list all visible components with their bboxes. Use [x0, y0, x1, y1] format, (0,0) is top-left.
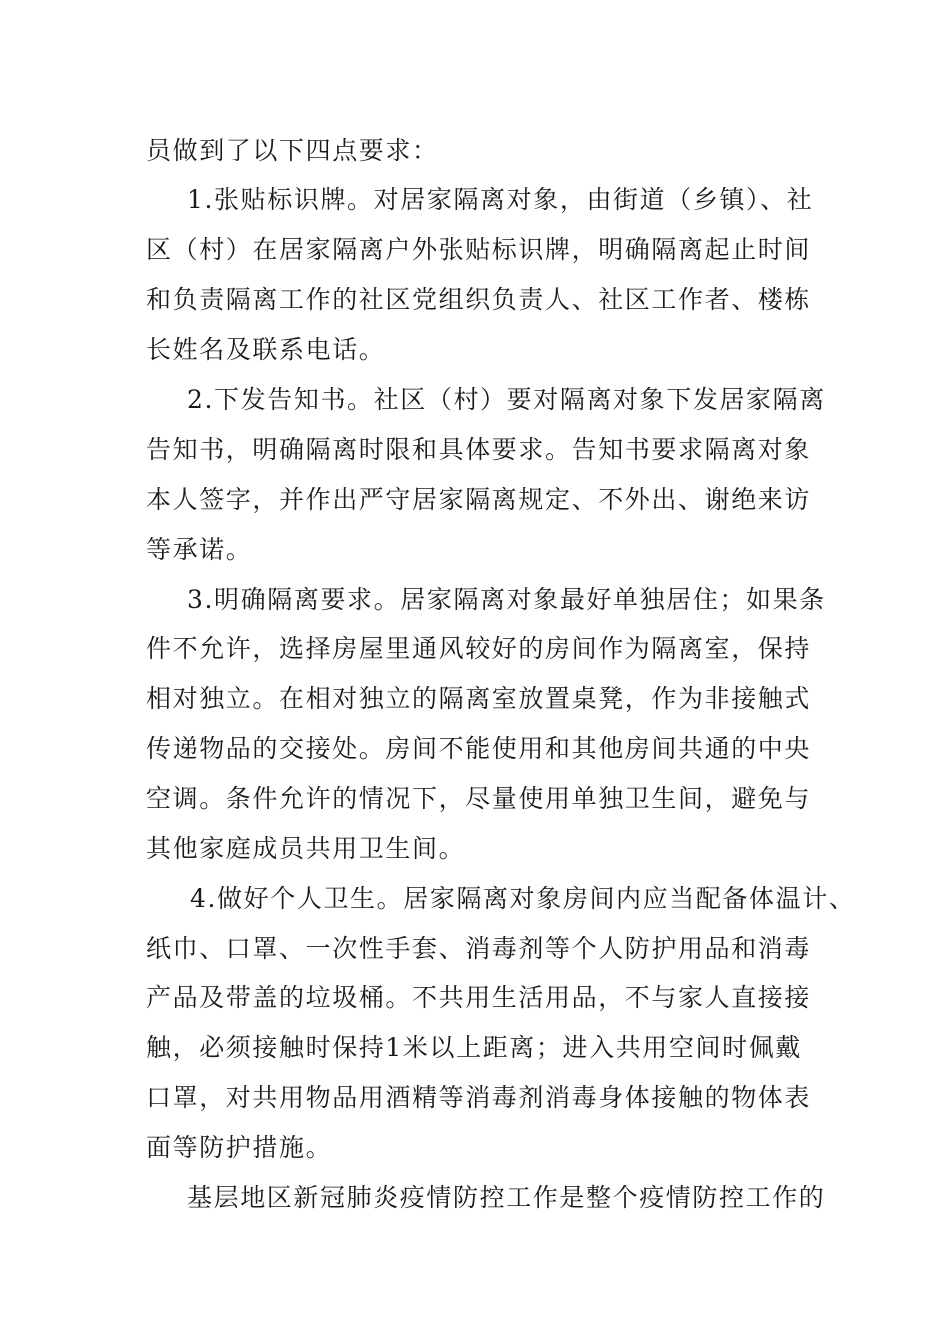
text-line: 员做到了以下四点要求： — [146, 136, 439, 165]
text-line: 告知书，明确隔离时限和具体要求。告知书要求隔离对象 — [146, 435, 812, 464]
text-line: 1.张贴标识牌。对居家隔离对象，由街道（乡镇）、社 — [187, 185, 814, 214]
text-line: 4.做好个人卫生。居家隔离对象房间内应当配备体温计、 — [190, 884, 856, 913]
text-line: 3.明确隔离要求。居家隔离对象最好单独居住；如果条 — [187, 585, 826, 614]
text-line: 空调。条件允许的情况下，尽量使用单独卫生间，避免与 — [146, 784, 812, 813]
text-line: 触，必须接触时保持1米以上距离；进入共用空间时佩戴 — [146, 1033, 802, 1062]
text-line: 面等防护措施。 — [146, 1133, 333, 1162]
text-line: 基层地区新冠肺炎疫情防控工作是整个疫情防控工作的 — [187, 1183, 826, 1212]
text-line: 和负责隔离工作的社区党组织负责人、社区工作者、楼栋 — [146, 285, 812, 314]
text-line: 长姓名及联系电话。 — [146, 335, 386, 364]
text-line: 其他家庭成员共用卫生间。 — [146, 834, 466, 863]
text-line: 本人签字，并作出严守居家隔离规定、不外出、谢绝来访 — [146, 485, 812, 514]
text-line: 等承诺。 — [146, 535, 253, 564]
text-line: 区（村）在居家隔离户外张贴标识牌，明确隔离起止时间 — [146, 235, 812, 264]
text-line: 纸巾、口罩、一次性手套、消毒剂等个人防护用品和消毒 — [146, 934, 812, 963]
text-line: 产品及带盖的垃圾桶。不共用生活用品，不与家人直接接 — [146, 983, 812, 1012]
text-line: 2.下发告知书。社区（村）要对隔离对象下发居家隔离 — [187, 385, 826, 414]
text-line: 相对独立。在相对独立的隔离室放置桌凳，作为非接触式 — [146, 684, 812, 713]
text-line: 口罩，对共用物品用酒精等消毒剂消毒身体接触的物体表 — [146, 1083, 812, 1112]
text-line: 传递物品的交接处。房间不能使用和其他房间共通的中央 — [146, 734, 812, 763]
text-line: 件不允许，选择房屋里通风较好的房间作为隔离室，保持 — [146, 634, 812, 663]
